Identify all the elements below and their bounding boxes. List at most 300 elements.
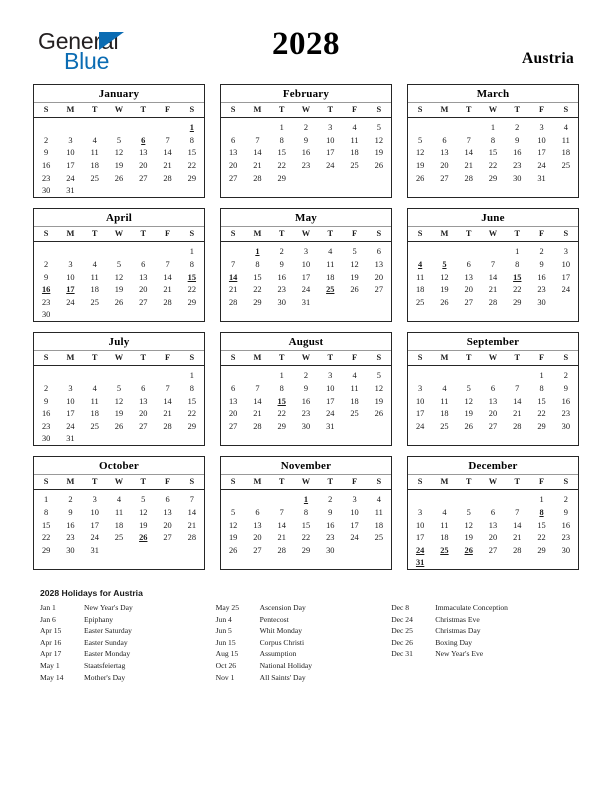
holiday-date: Oct 26 [215, 660, 237, 670]
day-cell: 2 [68, 495, 73, 505]
day-cell: 24 [90, 533, 99, 543]
week-row [221, 271, 391, 284]
week-row [221, 296, 391, 309]
weekday-header-3: W [294, 103, 318, 117]
day-cell-empty [529, 557, 553, 570]
day-cell-empty [221, 117, 245, 134]
day-cell: 17 [326, 396, 335, 406]
week-row [34, 117, 204, 134]
day-cell: 28 [228, 297, 238, 307]
day-cell: 11 [90, 148, 99, 158]
week-row [221, 407, 391, 420]
day-cell-empty [457, 117, 481, 134]
holiday-date: Apr 16 [40, 637, 62, 647]
month-block-october [33, 456, 205, 570]
day-cell: 11 [350, 135, 359, 145]
day-cell: 4 [352, 123, 357, 133]
day-cell: 5 [116, 135, 122, 145]
day-cell: 16 [66, 520, 75, 530]
week-row [408, 283, 578, 296]
day-cell: 2 [328, 495, 333, 505]
weekday-header-0: S [221, 351, 245, 365]
day-cell: 2 [279, 247, 284, 257]
day-cell-empty [245, 365, 269, 382]
month-table [221, 351, 391, 432]
day-cell: 20 [488, 409, 498, 419]
day-cell: 18 [440, 409, 449, 419]
day-cell: 3 [539, 123, 544, 133]
day-cell: 5 [352, 247, 357, 257]
day-cell: 7 [165, 384, 170, 394]
day-cell: 15 [537, 396, 546, 406]
day-cell: 19 [228, 533, 238, 543]
day-cell: 31 [537, 173, 546, 183]
day-cell: 1 [279, 371, 284, 381]
day-cell: 10 [66, 272, 75, 282]
weekday-header-6: S [554, 475, 578, 489]
day-cell: 15 [488, 148, 498, 158]
weekday-header-row [34, 227, 204, 241]
day-cell: 4 [376, 495, 381, 505]
day-cell-empty [58, 241, 82, 258]
weekday-header-5: F [342, 103, 366, 117]
day-cell: 9 [563, 508, 568, 518]
holiday-legend-item [40, 614, 216, 626]
day-cell: 21 [163, 285, 172, 295]
day-cell: 11 [350, 384, 359, 394]
day-cell-empty [155, 309, 179, 322]
holidays-legend-column-2 [216, 602, 392, 683]
weekday-header-4: T [505, 103, 529, 117]
day-cell: 10 [90, 508, 99, 518]
week-row [34, 309, 204, 322]
month-table [221, 227, 391, 308]
day-cell: 27 [374, 285, 384, 295]
holiday-date: Jan 6 [40, 614, 56, 624]
weekday-header-row [408, 351, 578, 365]
day-cell: 30 [66, 545, 75, 555]
weekday-header-5: F [529, 227, 553, 241]
weekday-header-4: T [318, 103, 342, 117]
day-cell: 10 [326, 384, 335, 394]
day-cell: 23 [277, 285, 286, 295]
day-cell: 3 [563, 247, 568, 257]
holiday-date: Jun 4 [215, 614, 232, 624]
day-cell-holiday: 16 [41, 285, 51, 295]
day-cell: 16 [277, 272, 286, 282]
day-cell: 24 [66, 297, 75, 307]
holiday-legend-item [216, 672, 392, 684]
day-cell: 5 [141, 495, 146, 505]
day-cell: 6 [231, 384, 236, 394]
week-row [221, 241, 391, 258]
weekday-header-row [221, 103, 391, 117]
day-cell-empty [221, 241, 245, 258]
day-cell: 14 [187, 508, 197, 518]
day-cell: 15 [41, 520, 51, 530]
day-cell: 18 [90, 161, 99, 171]
day-cell: 2 [563, 371, 568, 381]
day-cell: 10 [66, 396, 75, 406]
day-cell: 2 [515, 123, 520, 133]
day-cell: 13 [374, 259, 384, 269]
day-cell: 30 [41, 434, 51, 444]
day-cell: 20 [488, 533, 498, 543]
day-cell: 27 [253, 545, 262, 555]
day-cell: 12 [464, 396, 473, 406]
week-row [221, 134, 391, 147]
week-row [408, 382, 578, 395]
day-cell: 14 [163, 396, 172, 406]
day-cell-empty [180, 433, 204, 446]
day-cell: 31 [90, 545, 99, 555]
weekday-header-6: S [180, 475, 204, 489]
week-row [408, 407, 578, 420]
day-cell: 19 [440, 285, 449, 295]
holiday-legend-item [40, 648, 216, 660]
day-cell: 9 [303, 135, 309, 145]
day-cell: 17 [66, 161, 75, 171]
day-cell: 28 [464, 173, 473, 183]
day-cell: 8 [189, 135, 194, 145]
weekday-header-2: T [270, 475, 294, 489]
day-cell: 17 [415, 533, 425, 543]
day-cell: 16 [537, 272, 546, 282]
day-cell: 8 [490, 135, 496, 145]
day-cell: 22 [253, 285, 262, 295]
holiday-name: Easter Sunday [84, 637, 128, 647]
holiday-legend-item [40, 637, 216, 649]
weekday-header-0: S [34, 475, 58, 489]
day-cell-empty [107, 544, 131, 557]
weekday-header-5: F [342, 351, 366, 365]
week-row [408, 506, 578, 519]
holiday-date: May 1 [40, 660, 60, 670]
day-cell: 28 [187, 533, 197, 543]
day-cell: 15 [187, 396, 197, 406]
day-cell-empty [408, 241, 432, 258]
holiday-legend-item [391, 625, 580, 637]
weekday-header-1: M [245, 351, 269, 365]
month-block-september [407, 332, 579, 446]
day-cell: 23 [41, 297, 51, 307]
day-cell: 20 [464, 285, 473, 295]
day-cell: 28 [163, 297, 172, 307]
day-cell-holiday: 4 [418, 259, 423, 269]
day-cell: 5 [418, 135, 423, 145]
weekday-header-3: W [481, 227, 505, 241]
day-cell: 1 [189, 247, 194, 257]
day-cell: 16 [41, 409, 51, 419]
month-table [408, 351, 578, 432]
day-cell: 20 [253, 533, 262, 543]
week-row [221, 159, 391, 172]
holiday-name: Christmas Day [435, 626, 481, 636]
holiday-name: Whit Monday [259, 626, 302, 636]
day-cell: 24 [326, 161, 335, 171]
day-cell: 9 [539, 259, 544, 269]
day-cell: 2 [303, 123, 309, 133]
week-row [408, 241, 578, 258]
weekday-header-2: T [457, 475, 481, 489]
day-cell-empty [83, 433, 107, 446]
day-cell: 18 [374, 520, 384, 530]
day-cell: 21 [253, 409, 262, 419]
day-cell-empty [131, 544, 155, 557]
weekday-header-3: W [481, 351, 505, 365]
weekday-header-1: M [432, 475, 456, 489]
day-cell-empty [107, 309, 131, 322]
month-block-february [220, 84, 392, 198]
holiday-legend-item [216, 602, 392, 614]
day-cell: 29 [187, 421, 197, 431]
day-cell: 30 [537, 297, 546, 307]
day-cell: 4 [442, 384, 447, 394]
day-cell: 23 [41, 173, 51, 183]
week-row [221, 531, 391, 544]
week-row [408, 544, 578, 557]
week-row [221, 489, 391, 506]
week-row [34, 407, 204, 420]
page-title-country: Austria [521, 50, 574, 67]
week-row [221, 395, 391, 408]
day-cell-empty [457, 489, 481, 506]
day-cell-empty [155, 544, 179, 557]
day-cell-empty [83, 117, 107, 134]
day-cell-empty [408, 489, 432, 506]
day-cell-holiday: 8 [539, 508, 544, 518]
day-cell-holiday: 26 [139, 533, 148, 543]
week-row [408, 134, 578, 147]
day-cell: 26 [114, 421, 124, 431]
month-name: January [34, 85, 204, 103]
day-cell: 17 [561, 272, 571, 282]
week-row [408, 159, 578, 172]
day-cell: 12 [114, 148, 124, 158]
holiday-legend-item [40, 602, 216, 614]
day-cell: 25 [415, 297, 425, 307]
day-cell: 4 [563, 123, 568, 133]
holiday-legend-item [391, 648, 580, 660]
week-row [34, 531, 204, 544]
day-cell-empty [554, 172, 578, 185]
day-cell: 24 [66, 421, 75, 431]
day-cell: 6 [141, 259, 146, 269]
week-row [221, 544, 391, 557]
week-row [408, 420, 578, 433]
month-name: July [34, 333, 204, 351]
day-cell: 28 [253, 421, 262, 431]
day-cell: 24 [301, 285, 311, 295]
day-cell: 12 [350, 259, 359, 269]
day-cell: 7 [279, 508, 284, 518]
day-cell: 8 [189, 259, 194, 269]
weekday-header-6: S [367, 227, 391, 241]
day-cell: 19 [350, 272, 359, 282]
week-row [221, 147, 391, 160]
holiday-name: Staatsfeiertag [84, 660, 126, 670]
day-cell: 25 [350, 161, 359, 171]
month-name: February [221, 85, 391, 103]
day-cell: 17 [350, 520, 359, 530]
day-cell-empty [432, 557, 456, 570]
week-row [34, 506, 204, 519]
day-cell-empty [180, 544, 204, 557]
holidays-legend-columns [40, 602, 580, 683]
day-cell: 21 [488, 285, 498, 295]
day-cell: 8 [515, 259, 520, 269]
weekday-header-5: F [529, 351, 553, 365]
weekday-header-3: W [481, 103, 505, 117]
day-cell: 3 [68, 135, 73, 145]
page-header [0, 0, 612, 80]
day-cell: 28 [513, 421, 522, 431]
day-cell: 2 [563, 495, 568, 505]
day-cell-empty [131, 433, 155, 446]
day-cell: 19 [464, 533, 473, 543]
holiday-legend-item [216, 614, 392, 626]
day-cell: 4 [92, 135, 97, 145]
day-cell: 16 [326, 520, 335, 530]
day-cell: 8 [279, 135, 284, 145]
weekday-header-5: F [155, 227, 179, 241]
day-cell: 28 [488, 297, 498, 307]
day-cell: 21 [187, 520, 197, 530]
weekday-header-1: M [245, 227, 269, 241]
week-row [408, 489, 578, 506]
day-cell: 27 [163, 533, 172, 543]
weekday-header-1: M [58, 351, 82, 365]
day-cell: 29 [253, 297, 262, 307]
logo-text-general: General [38, 28, 119, 54]
weekday-header-0: S [408, 351, 432, 365]
day-cell-empty [342, 544, 366, 557]
day-cell: 22 [537, 409, 546, 419]
day-cell: 14 [464, 148, 473, 158]
day-cell: 31 [326, 421, 335, 431]
month-block-january [33, 84, 205, 198]
day-cell: 19 [114, 161, 124, 171]
day-cell: 19 [139, 520, 148, 530]
day-cell: 22 [41, 533, 51, 543]
day-cell-empty [221, 365, 245, 382]
day-cell: 6 [255, 508, 260, 518]
weekday-header-2: T [270, 103, 294, 117]
weekday-header-0: S [221, 227, 245, 241]
holidays-legend [40, 588, 580, 683]
day-cell-empty [83, 365, 107, 382]
weekday-header-row [408, 103, 578, 117]
week-row [221, 117, 391, 134]
day-cell: 6 [442, 135, 447, 145]
day-cell: 8 [189, 384, 194, 394]
day-cell: 14 [513, 520, 522, 530]
day-cell: 12 [374, 135, 384, 145]
day-cell-empty [131, 241, 155, 258]
day-cell: 8 [255, 259, 260, 269]
day-cell: 29 [488, 173, 498, 183]
day-cell: 6 [231, 135, 236, 145]
holiday-date: Apr 17 [40, 649, 62, 659]
weekday-header-1: M [432, 227, 456, 241]
day-cell: 7 [165, 135, 170, 145]
day-cell: 4 [92, 259, 97, 269]
holiday-date: Jan 1 [40, 603, 56, 612]
week-row [408, 147, 578, 160]
day-cell: 30 [561, 421, 571, 431]
day-cell: 1 [44, 495, 49, 505]
day-cell: 28 [163, 421, 172, 431]
month-name: September [408, 333, 578, 351]
day-cell: 22 [513, 285, 522, 295]
day-cell: 23 [301, 161, 311, 171]
day-cell: 23 [513, 161, 522, 171]
day-cell: 11 [90, 272, 99, 282]
holiday-legend-item [216, 648, 392, 660]
day-cell: 27 [228, 421, 238, 431]
holiday-date: Dec 24 [391, 614, 413, 624]
week-row [408, 519, 578, 532]
day-cell: 4 [92, 384, 97, 394]
day-cell-empty [367, 544, 391, 557]
weekday-header-6: S [554, 103, 578, 117]
day-cell: 30 [513, 173, 522, 183]
day-cell: 21 [228, 285, 238, 295]
day-cell-holiday: 6 [141, 135, 146, 145]
weekday-header-4: T [131, 227, 155, 241]
calendar-month-row [33, 208, 579, 322]
week-row [34, 296, 204, 309]
day-cell: 14 [253, 396, 262, 406]
day-cell: 18 [415, 285, 425, 295]
day-cell: 7 [189, 495, 194, 505]
weekday-header-5: F [529, 103, 553, 117]
weekday-header-6: S [367, 103, 391, 117]
day-cell-empty [221, 489, 245, 506]
day-cell: 16 [513, 148, 522, 158]
holiday-legend-item [391, 637, 580, 649]
day-cell: 16 [561, 396, 571, 406]
weekday-header-row [34, 351, 204, 365]
weekday-header-3: W [107, 227, 131, 241]
day-cell: 13 [163, 508, 172, 518]
day-cell: 26 [464, 421, 473, 431]
day-cell: 11 [440, 520, 449, 530]
day-cell-holiday: 1 [255, 247, 260, 257]
day-cell: 26 [114, 297, 124, 307]
day-cell: 1 [279, 123, 284, 133]
day-cell-empty [83, 241, 107, 258]
day-cell: 18 [350, 396, 359, 406]
week-row [34, 159, 204, 172]
day-cell: 26 [374, 161, 384, 171]
day-cell-empty [408, 365, 432, 382]
day-cell: 7 [515, 508, 520, 518]
day-cell: 10 [301, 259, 311, 269]
holiday-date: Nov 1 [215, 672, 235, 682]
day-cell: 3 [418, 384, 423, 394]
holiday-name: Easter Saturday [84, 626, 132, 636]
day-cell: 22 [277, 409, 286, 419]
weekday-header-1: M [432, 351, 456, 365]
day-cell: 19 [374, 148, 384, 158]
weekday-header-3: W [107, 351, 131, 365]
day-cell: 22 [301, 533, 311, 543]
day-cell: 25 [90, 297, 99, 307]
holiday-name: Boxing Day [435, 637, 473, 647]
day-cell-empty [180, 309, 204, 322]
weekday-header-2: T [83, 475, 107, 489]
